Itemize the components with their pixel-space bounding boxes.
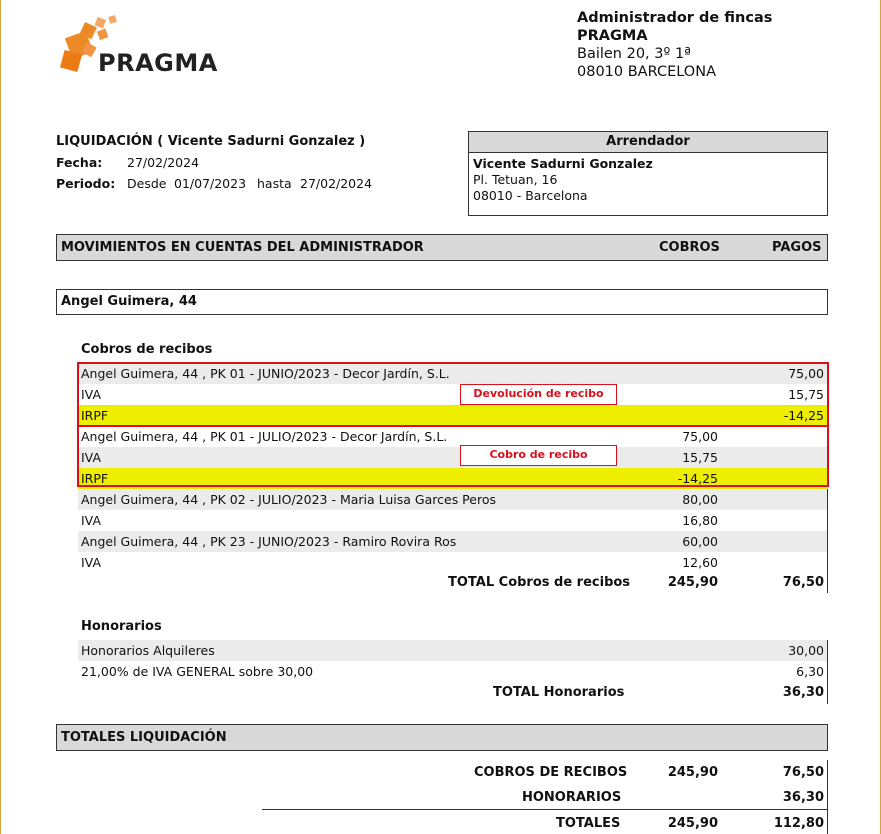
admin-line2: PRAGMA	[577, 28, 648, 44]
row-cobro: 15,75	[682, 450, 718, 465]
right-rule	[827, 640, 828, 704]
honorarios-section-title: Honorarios	[81, 619, 162, 634]
desde-label: Desde	[127, 176, 167, 191]
devolucion-highlight	[77, 362, 829, 427]
row-pago: 30,00	[788, 643, 824, 658]
row-label: Honorarios Alquileres	[81, 643, 215, 658]
admin-line3: Bailen 20, 3º 1ª	[577, 46, 692, 62]
row-label: 21,00% de IVA GENERAL sobre 30,00	[81, 664, 314, 679]
table-row	[78, 552, 828, 573]
totales-final-label: TOTALES	[556, 816, 621, 831]
total-honorarios-label: TOTAL Honorarios	[493, 685, 625, 700]
totales-header	[56, 724, 828, 751]
totales-cobros-pago: 76,50	[782, 765, 824, 780]
logo-text: PRAGMA	[98, 49, 218, 77]
totales-cobros-label: COBROS DE RECIBOS	[474, 765, 628, 780]
cobros-section-title: Cobros de recibos	[81, 342, 213, 357]
table-row	[78, 640, 828, 661]
cobro-tag: Cobro de recibo	[460, 445, 617, 466]
total-honorarios-pago: 36,30	[782, 685, 824, 700]
totales-honorarios-label: HONORARIOS	[522, 790, 622, 805]
arrendador-city: 08010 - Barcelona	[473, 188, 588, 203]
periodo-label: Periodo:	[56, 176, 116, 191]
arrendador-address: Pl. Tetuan, 16	[473, 172, 558, 187]
arrendador-box	[468, 131, 828, 216]
arrendador-header: Arrendador	[469, 132, 827, 153]
liquidacion-title: LIQUIDACIÓN ( Vicente Sadurni Gonzalez )	[56, 134, 366, 149]
admin-line1: Administrador de fincas	[577, 10, 773, 26]
row-label: IVA	[81, 450, 101, 465]
table-row	[78, 510, 828, 531]
row-label: Angel Guimera, 44 , PK 02 - JULIO/2023 - Maria Luisa Garces Peros	[81, 492, 496, 507]
hasta-label: hasta	[257, 176, 292, 191]
row-label: IVA	[81, 555, 101, 570]
row-label: IVA	[81, 387, 101, 402]
table-row	[78, 531, 828, 552]
total-cobros-cobro: 245,90	[667, 575, 718, 590]
row-pago: 6,30	[796, 664, 824, 679]
property-row: Angel Guimera, 44	[56, 289, 828, 315]
right-rule	[827, 489, 828, 593]
row-label: IRPF	[81, 471, 109, 486]
table-row	[78, 661, 828, 682]
movimientos-header	[56, 234, 828, 261]
desde-value: 01/07/2023	[174, 176, 247, 191]
row-pago: 15,75	[788, 387, 824, 402]
fecha-label: Fecha:	[56, 155, 103, 170]
row-cobro: 16,80	[682, 513, 718, 528]
row-label: IRPF	[81, 408, 109, 423]
arrendador-name: Vicente Sadurni Gonzalez	[473, 156, 653, 171]
totales-divider	[262, 809, 828, 810]
totales-cobros-cobro: 245,90	[667, 765, 718, 780]
movimientos-title: MOVIMIENTOS EN CUENTAS DEL ADMINISTRADOR	[61, 240, 424, 255]
hasta-value: 27/02/2024	[300, 176, 373, 191]
cobro-highlight	[77, 425, 829, 487]
row-cobro: 60,00	[682, 534, 718, 549]
totales-title: TOTALES LIQUIDACIÓN	[61, 730, 227, 745]
devolucion-tag: Devolución de recibo	[460, 384, 617, 405]
table-row	[78, 489, 828, 510]
row-cobro: 80,00	[682, 492, 718, 507]
col-cobros-header: COBROS	[659, 240, 720, 255]
row-cobro: -14,25	[677, 471, 718, 486]
row-cobro: 75,00	[682, 429, 718, 444]
row-pago: -14,25	[783, 408, 824, 423]
col-pagos-header: PAGOS	[772, 240, 822, 255]
admin-address	[577, 9, 772, 81]
right-rule	[827, 760, 828, 834]
row-pago: 75,00	[788, 366, 824, 381]
totales-final-cobro: 245,90	[667, 816, 718, 831]
total-cobros-pago: 76,50	[782, 575, 824, 590]
totales-honorarios-pago: 36,30	[782, 790, 824, 805]
fecha-value: 27/02/2024	[127, 155, 200, 170]
row-cobro: 12,60	[682, 555, 718, 570]
row-label: Angel Guimera, 44 , PK 23 - JUNIO/2023 - Ramiro Rovira Ros	[81, 534, 457, 549]
admin-line4: 08010 BARCELONA	[577, 64, 716, 80]
row-label: IVA	[81, 513, 101, 528]
row-label: Angel Guimera, 44 , PK 01 - JULIO/2023 - Decor Jardín, S.L.	[81, 429, 448, 444]
pragma-logo	[58, 14, 233, 78]
total-cobros-label: TOTAL Cobros de recibos	[448, 575, 631, 590]
totales-final-pago: 112,80	[773, 816, 824, 831]
row-label: Angel Guimera, 44 , PK 01 - JUNIO/2023 - Decor Jardín, S.L.	[81, 366, 450, 381]
